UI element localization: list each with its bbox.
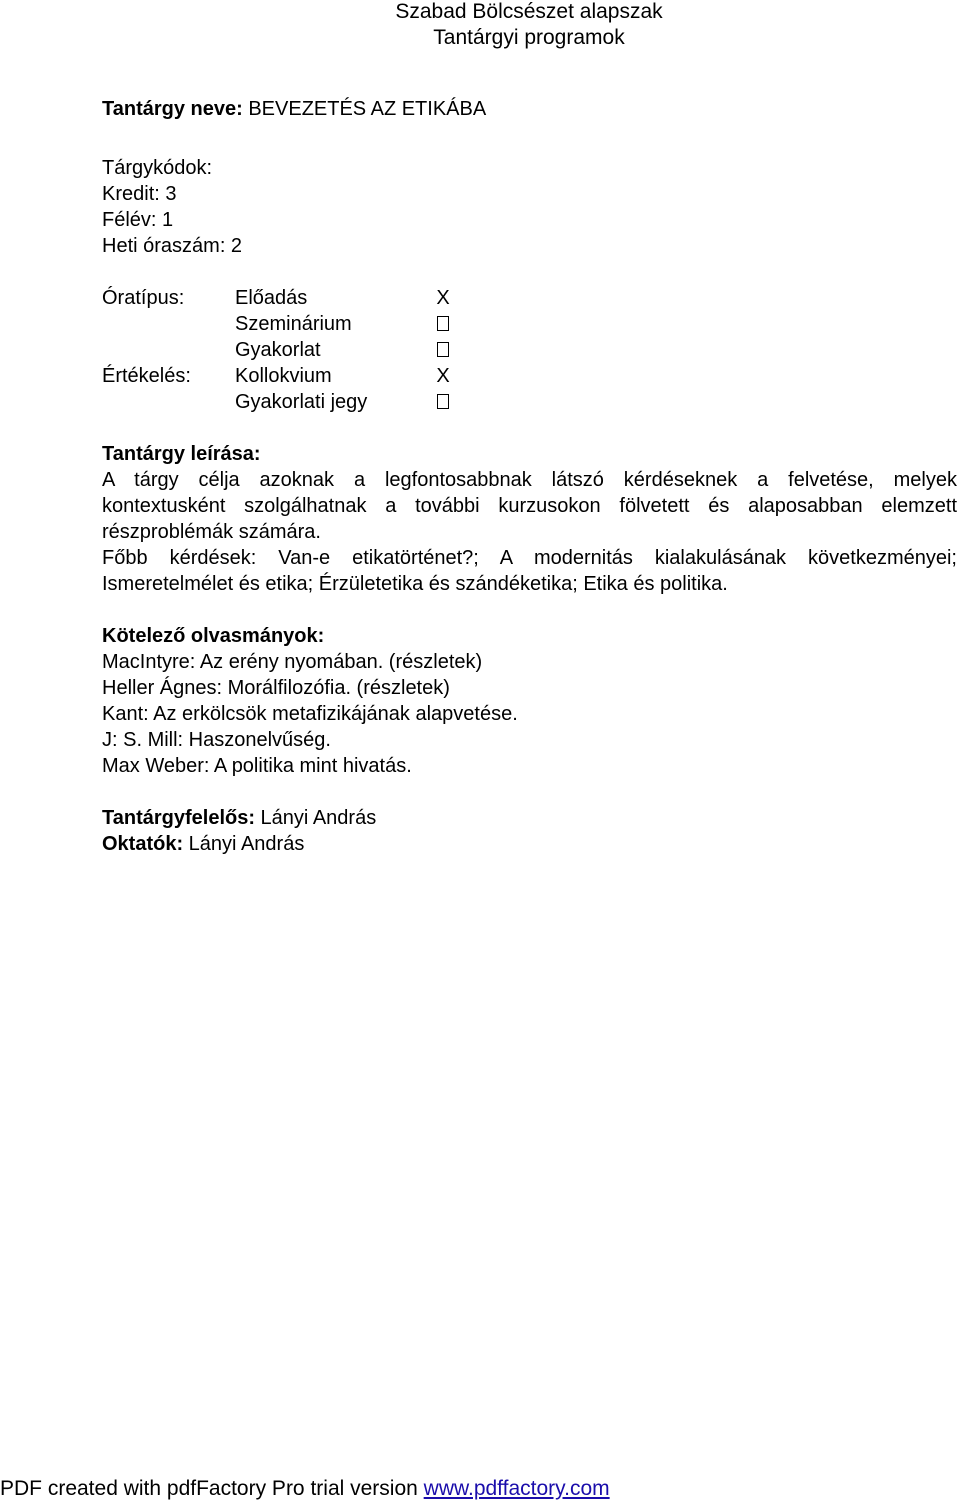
type-row-label: Szeminárium — [235, 313, 352, 335]
reading-item: MacIntyre: Az erény nyomában. (részletek) — [102, 651, 483, 673]
course-teachers — [102, 831, 304, 857]
teachers-value: Lányi András — [183, 833, 305, 855]
type-row-label: Gyakorlati jegy — [235, 391, 368, 413]
reading-item: Kant: Az erkölcsök metafizikájának alapvetése. — [102, 703, 518, 725]
course-name-value: BEVEZETÉS AZ ETIKÁBA — [242, 98, 487, 120]
type-row-label: Előadás — [235, 287, 308, 309]
checkbox-empty-icon — [434, 311, 452, 337]
hour-type-label: Óratípus: — [102, 287, 185, 309]
footer-text: PDF created with pdfFactory Pro trial version — [0, 1477, 424, 1500]
teachers-label: Oktatók: — [102, 833, 184, 855]
description-line: részproblémák számára. — [102, 521, 321, 543]
header-line-2: Tantárgyi programok — [433, 26, 625, 49]
reading-item: Max Weber: A politika mint hivatás. — [102, 755, 412, 777]
type-row-label: Kollokvium — [235, 365, 332, 387]
reading-item: J: S. Mill: Haszonelvűség. — [102, 729, 331, 751]
pdf-footer — [0, 1476, 610, 1502]
type-row-mark: X — [436, 287, 450, 309]
course-semester: Félév: 1 — [102, 209, 174, 231]
course-responsible — [102, 805, 376, 831]
description-line: Főbb kérdések: Van-e etikatörténet?; A modernitás kialakulásának következményei; — [102, 547, 957, 569]
header-line-1: Szabad Bölcsészet alapszak — [395, 0, 663, 23]
readings-heading: Kötelező olvasmányok: — [102, 625, 325, 647]
checkbox-empty-icon — [434, 389, 452, 415]
description-line: Ismeretelmélet és etika; Érzületetika és szándéketika; Etika és politika. — [102, 573, 728, 595]
course-hours: Heti óraszám: 2 — [102, 235, 243, 257]
description-heading: Tantárgy leírása: — [102, 443, 261, 465]
type-row-label: Gyakorlat — [235, 339, 321, 361]
course-codes: Tárgykódok: — [102, 157, 213, 179]
responsible-label: Tantárgyfelelős: — [102, 807, 255, 829]
type-row-mark: X — [436, 365, 450, 387]
evaluation-label: Értékelés: — [102, 365, 191, 387]
course-name — [102, 96, 486, 122]
reading-item: Heller Ágnes: Morálfilozófia. (részletek) — [102, 677, 450, 699]
description-line: A tárgy célja azoknak a legfontosabbnak látszó kérdéseknek a felvetése, melyek — [102, 469, 957, 491]
description-line: kontextusként szolgálhatnak a további kurzusokon fölvetett és alaposabban elemzett — [102, 495, 957, 517]
checkbox-empty-icon — [434, 337, 452, 363]
footer-link[interactable]: www.pdffactory.com — [423, 1477, 610, 1500]
course-credit: Kredit: 3 — [102, 183, 177, 205]
course-name-label: Tantárgy neve: — [102, 98, 243, 120]
responsible-value: Lányi András — [255, 807, 377, 829]
